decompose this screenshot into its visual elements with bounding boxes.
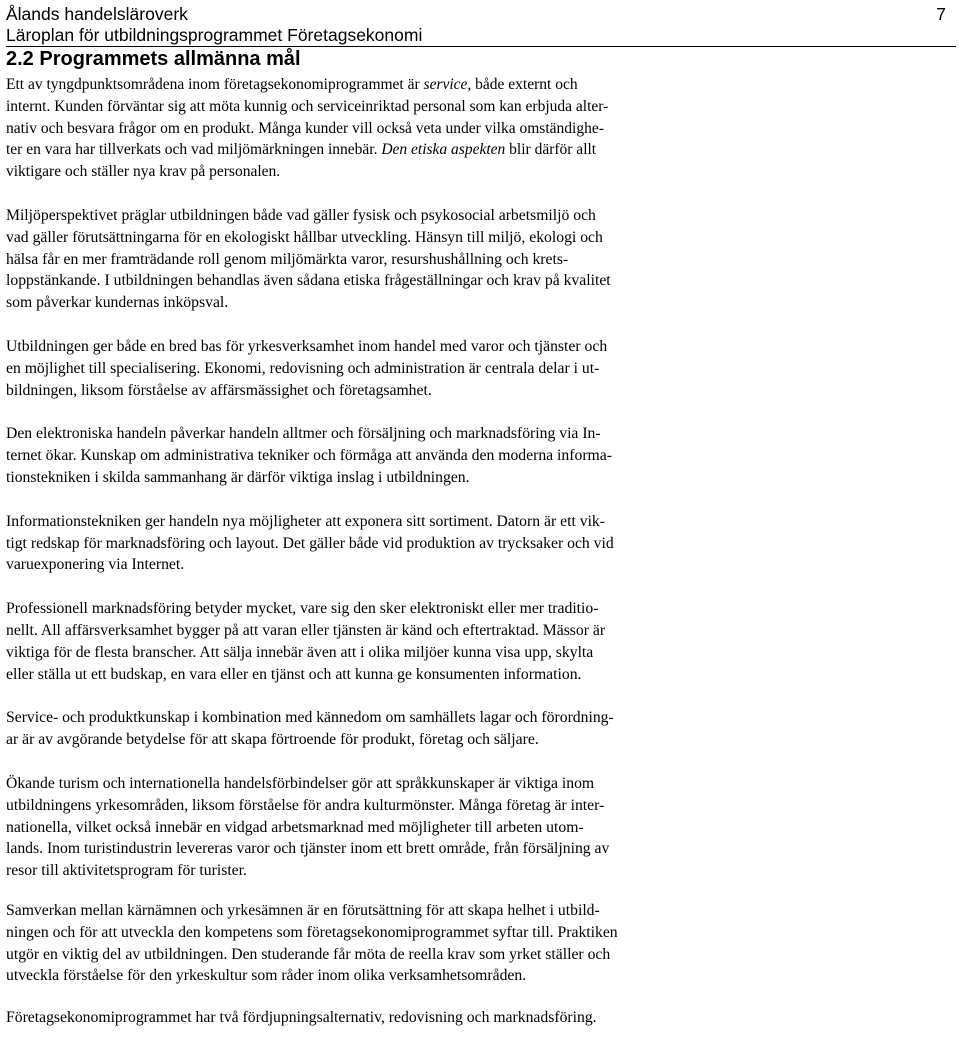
page-number: 7 (936, 4, 946, 24)
text-line: Samverkan mellan kärnämnen och yrkesämnen är en förutsättning för att skapa helhet i utbild- (6, 901, 600, 919)
section-heading: 2.2 Programmets allmänna mål (6, 48, 301, 70)
text-run: ter en vara har tillverkats och vad miljömärkningen innebär. (6, 141, 382, 159)
text-line: nativ och besvara frågor om en produkt. Många kunder vill också veta under vilka omständighe- (6, 119, 604, 137)
text-line (6, 139, 716, 161)
text-line: ar är av avgörande betydelse för att skapa förtroende för produkt, företag och säljare. (6, 731, 539, 749)
text-run: både externt och (471, 76, 578, 93)
paragraph-service (6, 74, 716, 183)
text-line: Miljöperspektivet präglar utbildningen både vad gäller fysisk och psykosocial arbetsmiljö och (6, 206, 596, 224)
emphasis-ethics: Den etiska aspekten (381, 141, 506, 159)
text-line: som påverkar kundernas inköpsval. (6, 294, 229, 312)
text-line: Professionell marknadsföring betyder mycket, vare sig den sker elektroniskt eller mer traditio- (6, 600, 599, 618)
text-line: lands. Inom turistindustrin levereras varor och tjänster inom ett brett område, från försäljning av (6, 840, 610, 858)
paragraph-specializations (6, 1007, 716, 1029)
emphasis-service: service, (423, 76, 472, 93)
header-school-name: Ålands handelsläroverk (6, 4, 188, 24)
text-run: blir därför allt (505, 141, 597, 159)
text-line: ternet ökar. Kunskap om administrativa tekniker och förmåga att använda den moderna informa- (6, 447, 612, 465)
paragraph-product-knowledge (6, 707, 716, 751)
text-line: Ökande turism och internationella handelsförbindelser gör att språkkunskaper är viktiga inom (6, 774, 595, 792)
text-run: Ett av tyngdpunktsområdena inom företagsekonomiprogrammet är (6, 76, 424, 93)
text-line: utgör en viktig del av utbildningen. Den studerande får möta de reella krav som yrket ställer och (6, 945, 611, 963)
paragraph-environment (6, 205, 716, 314)
text-line: Utbildningen ger både en bred bas för yrkesverksamhet inom handel med varor och tjänster och (6, 337, 608, 355)
text-line: internt. Kunden förväntar sig att möta kunnig och serviceinriktad personal som kan erbjuda alter- (6, 97, 609, 115)
text-line: ningen och för att utveckla den kompetens som företagsekonomiprogrammet syftar till. Praktiken (6, 923, 618, 941)
text-line: Service- och produktkunskap i kombination med kännedom om samhällets lagar och förordning- (6, 709, 614, 727)
document-body (6, 74, 716, 1049)
paragraph-e-commerce (6, 423, 716, 488)
text-line: hälsa får en mer framträdande roll genom miljömärkta varor, resurshushållning och krets- (6, 250, 569, 268)
text-line: tigt redskap för marknadsföring och layout. Det gäller både vid produktion av trycksaker och vid (6, 534, 614, 552)
text-line: nellt. All affärsverksamhet bygger på att varan eller tjänsten är känd och eftertraktad. Mässor är (6, 621, 606, 639)
paragraph-information-technology (6, 511, 716, 576)
text-line: loppstänkande. I utbildningen behandlas även sådana etiska frågeställningar och krav på kvalitet (6, 272, 611, 290)
text-line: viktigare och ställer nya krav på personalen. (6, 163, 281, 181)
text-line: nationella, vilket också innebär en vidgad arbetsmarknad med möjligheter till arbeten utom- (6, 818, 584, 836)
text-line: tionstekniken i skilda sammanhang är därför viktiga inslag i utbildningen. (6, 468, 470, 486)
text-line: Företagsekonomiprogrammet har två fördjupningsalternativ, redovisning och marknadsföring. (6, 1009, 597, 1027)
paragraph-tourism-languages (6, 773, 716, 882)
header-document-title: Läroplan för utbildningsprogrammet Företagsekonomi (6, 25, 423, 45)
text-line: en möjlighet till specialisering. Ekonomi, redovisning och administration är centrala delar i ut- (6, 359, 600, 377)
text-line: bildningen, liksom förståelse av affärsmässighet och företagsamhet. (6, 381, 432, 399)
paragraph-cooperation (6, 900, 716, 987)
text-line (6, 74, 716, 96)
text-line: varuexponering via Internet. (6, 556, 185, 574)
text-line: viktiga för de flesta branscher. Att sälja innebär även att i olika miljöer kunna visa upp, skylta (6, 643, 594, 661)
paragraph-education-base (6, 336, 716, 401)
text-line: eller ställa ut ett budskap, en vara eller en tjänst och att kunna ge konsumenten information. (6, 665, 582, 683)
text-line: Informationstekniken ger handeln nya möjligheter att exponera sitt sortiment. Datorn är ett vik- (6, 512, 605, 530)
text-line: utveckla förståelse för den yrkeskultur som råder inom olika verksamhetsområden. (6, 967, 527, 985)
page-header (6, 0, 956, 47)
text-line: Den elektroniska handeln påverkar handeln alltmer och försäljning och marknadsföring via In- (6, 425, 601, 443)
paragraph-marketing (6, 598, 716, 685)
text-line: vad gäller förutsättningarna för en ekologiskt hållbar utveckling. Hänsyn till miljö, ekologi och (6, 228, 603, 246)
text-line: resor till aktivitetsprogram för turister. (6, 862, 247, 880)
text-line: utbildningens yrkesområden, liksom förståelse för andra kulturmönster. Många företag är inter- (6, 796, 605, 814)
